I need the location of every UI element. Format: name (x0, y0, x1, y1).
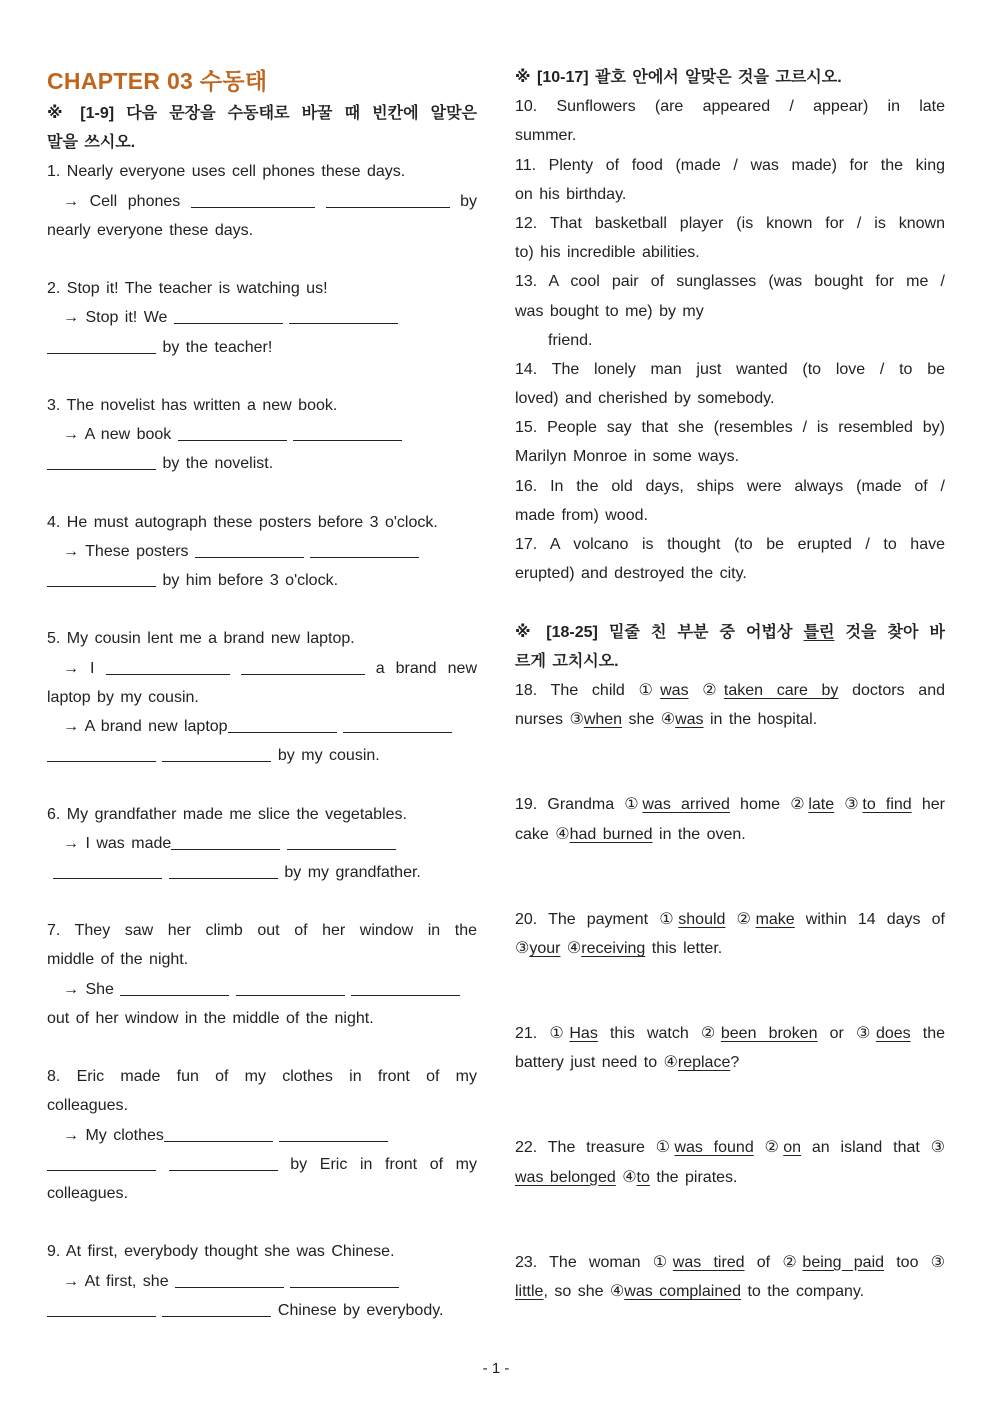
question-line (515, 297, 945, 326)
text-segment: doctors and (838, 681, 945, 699)
answer-blank (241, 673, 365, 675)
text-segment: nurses ③ (515, 711, 584, 729)
text-segment: this letter. (645, 939, 723, 957)
text-segment: 10. Sunflowers (are appeared / appear) in late (515, 98, 945, 116)
text-segment: 9. At first, everybody thought she was Chinese. (47, 1243, 395, 1261)
underlined-phrase: 틀린 (803, 623, 835, 641)
question-item (47, 508, 477, 596)
text-segment: by the novelist. (156, 455, 274, 473)
question-line (515, 790, 945, 819)
question-item (47, 800, 477, 888)
answer-blank (164, 1140, 273, 1142)
underlined-phrase: Has (569, 1025, 598, 1043)
spacer (47, 478, 477, 507)
answer-blank (53, 877, 162, 879)
spacer (47, 1208, 477, 1237)
text-segment: → My clothes (63, 1126, 164, 1144)
question-line (515, 267, 945, 296)
text-segment: laptop by my cousin. (47, 688, 199, 706)
answer-blank (287, 848, 396, 850)
text-segment: 말을 쓰시오. (47, 134, 136, 152)
text-segment: ※ [18-25] 밑줄 친 부분 중 어법상 (515, 623, 804, 641)
page-number: - 1 - (482, 1360, 510, 1377)
underlined-phrase: late (808, 796, 835, 814)
text-segment: 르게 고치시오. (515, 652, 619, 670)
answer-blank (47, 352, 156, 354)
text-segment: 23. The woman ① (515, 1253, 673, 1271)
text-segment: 13. A cool pair of sunglasses (was bought for me / (515, 273, 945, 291)
text-segment: colleagues. (47, 1097, 128, 1115)
question-item (515, 676, 945, 734)
spacer (47, 595, 477, 624)
underlined-phrase: was arrived (642, 796, 730, 814)
question-item (47, 157, 477, 245)
text-segment: 17. A volcano is thought (to be erupted / to have (515, 536, 945, 553)
text-segment: 것을 찾아 바 (834, 623, 945, 641)
spacer (47, 887, 477, 916)
question-item (515, 267, 945, 355)
text-segment (156, 1156, 169, 1173)
text-segment: 20. The payment ① (515, 910, 679, 928)
underlined-phrase: when (583, 711, 623, 729)
text-segment: ? (730, 1054, 740, 1072)
text-segment: 18. The child ① (515, 681, 661, 699)
question-line (47, 858, 477, 887)
text-segment: was bought to me) by my (515, 302, 704, 320)
section-instruction (47, 128, 477, 157)
underlined-phrase: was belonged (515, 1168, 616, 1186)
answer-blank (228, 731, 337, 733)
question-line (515, 676, 945, 705)
question-item (47, 1237, 477, 1325)
question-line (515, 151, 945, 180)
text-segment: home ② (729, 796, 809, 814)
underlined-phrase: should (678, 910, 726, 928)
underlined-phrase: does (875, 1025, 911, 1043)
spacer (515, 1077, 945, 1133)
question-line (515, 820, 945, 849)
question-line (47, 800, 477, 829)
underlined-phrase: was complained (624, 1283, 742, 1300)
answer-blank (47, 760, 156, 762)
text-segment: of ② (744, 1253, 803, 1271)
spacer (47, 1033, 477, 1062)
question-item (515, 1133, 945, 1191)
question-line (47, 1296, 477, 1325)
text-segment: ② (753, 1139, 784, 1157)
text-segment: middle of the night. (47, 951, 189, 969)
text-segment: made from) wood. (515, 506, 648, 524)
text-segment: by the teacher! (156, 338, 273, 356)
text-segment: too ③ (884, 1253, 946, 1271)
text-segment: by Eric in front of my (277, 1155, 478, 1173)
text-segment: → At first, she (63, 1272, 176, 1290)
question-line (515, 1019, 945, 1048)
question-item (515, 151, 945, 209)
question-line (515, 355, 945, 384)
text-segment: , so she ④ (543, 1283, 625, 1300)
question-line (47, 508, 477, 537)
question-line (47, 916, 477, 945)
text-segment: in the hospital. (703, 711, 818, 729)
text-segment: 5. My cousin lent me a brand new laptop. (47, 630, 355, 648)
question-line (47, 537, 477, 566)
question-line (515, 92, 945, 121)
answer-blank (326, 206, 450, 208)
question-item (515, 355, 945, 413)
spacer (515, 849, 945, 905)
text-segment: the pirates. (649, 1168, 738, 1186)
spacer (47, 245, 477, 274)
text-segment: to the company. (741, 1283, 865, 1300)
question-line (515, 1048, 945, 1077)
answer-blank (106, 673, 230, 675)
question-line (515, 209, 945, 238)
underlined-phrase: replace (677, 1054, 731, 1072)
answer-blank (47, 1315, 156, 1317)
question-line (515, 934, 945, 963)
question-line (47, 449, 477, 478)
answer-blank (169, 1169, 278, 1171)
spacer (515, 588, 945, 617)
question-line (47, 274, 477, 303)
question-line (47, 333, 477, 362)
text-segment: erupted) and destroyed the city. (515, 565, 747, 583)
text-segment: in the oven. (652, 825, 746, 843)
text-segment: 6. My grandfather made me slice the vegetables. (47, 805, 407, 823)
text-segment: a brand new (364, 659, 477, 677)
question-line (515, 121, 945, 150)
question-line (515, 1277, 945, 1306)
text-segment: the (910, 1025, 946, 1043)
underlined-phrase: being paid (802, 1253, 885, 1271)
answer-blank (175, 1286, 284, 1288)
underlined-phrase: to find (862, 796, 912, 814)
question-line (47, 1004, 477, 1033)
text-segment: loved) and cherished by somebody. (515, 390, 775, 408)
spacer (47, 770, 477, 799)
question-item (515, 1248, 945, 1306)
question-line (515, 905, 945, 934)
question-item (47, 1062, 477, 1208)
text-segment: ② (725, 910, 756, 928)
text-segment: ③ (834, 796, 863, 814)
question-line (515, 472, 945, 501)
text-segment: ④ (615, 1168, 637, 1186)
answer-blank (343, 731, 452, 733)
question-line (47, 624, 477, 653)
question-line (47, 157, 477, 186)
answer-blank (120, 994, 229, 996)
question-line (515, 501, 945, 530)
answer-blank (289, 322, 398, 324)
answer-blank (171, 848, 280, 850)
text-segment: 1. Nearly everyone uses cell phones these days. (47, 163, 406, 181)
text-segment: 16. In the old days, ships were always (made of / (515, 477, 945, 495)
text-segment: 2. Stop it! The teacher is watching us! (47, 280, 328, 298)
text-segment: this watch ② (597, 1025, 721, 1043)
answer-blank (191, 206, 315, 208)
underlined-phrase: was tired (672, 1253, 745, 1271)
question-line (47, 683, 477, 712)
question-item (47, 391, 477, 479)
question-line (47, 829, 477, 858)
spacer (47, 362, 477, 391)
text-segment: battery just need to ④ (515, 1054, 678, 1072)
question-line (515, 530, 945, 559)
section-instruction (515, 618, 945, 647)
question-line (47, 1150, 477, 1179)
question-item (47, 624, 477, 770)
question-item (515, 530, 945, 588)
underlined-phrase: on (783, 1139, 802, 1157)
text-segment: Marilyn Monroe in some ways. (515, 448, 740, 466)
question-line (47, 303, 477, 332)
section-instruction (515, 63, 945, 92)
answer-blank (351, 994, 460, 996)
text-segment: ② (688, 681, 724, 699)
text-segment: within 14 days of (794, 910, 945, 928)
text-segment: 22. The treasure ① (515, 1139, 675, 1157)
question-item (47, 274, 477, 362)
spacer (515, 963, 945, 1019)
question-line (47, 1121, 477, 1150)
text-segment: → A new book (63, 426, 178, 444)
text-segment: her (911, 796, 945, 814)
text-segment: ※ [1-9] 다음 문장을 수동태로 바꿀 때 빈칸에 알맞은 (47, 105, 477, 122)
spacer (515, 734, 945, 790)
question-line (515, 384, 945, 413)
underlined-phrase: make (755, 910, 795, 928)
text-segment: by him before 3 o'clock. (156, 572, 339, 589)
question-line (47, 654, 477, 683)
text-segment: 21. ① (515, 1025, 570, 1043)
question-line (515, 1248, 945, 1277)
text-segment: by my cousin. (271, 747, 380, 765)
text-segment: → These posters (63, 542, 195, 560)
text-segment: 4. He must autograph these posters before 3 o'clock. (47, 513, 438, 531)
question-item (515, 790, 945, 848)
spacer (515, 1192, 945, 1248)
underlined-phrase: been broken (720, 1025, 818, 1043)
text-segment: ④ (560, 939, 582, 957)
answer-blank (293, 439, 402, 441)
question-line (47, 420, 477, 449)
question-line (47, 1237, 477, 1266)
answer-blank (310, 556, 419, 558)
question-line (47, 391, 477, 420)
answer-blank (169, 877, 278, 879)
text-segment: on his birthday. (515, 185, 627, 203)
text-segment: Chinese by everybody. (271, 1301, 444, 1319)
text-segment (230, 660, 241, 677)
section-instruction (47, 99, 477, 128)
text-segment: → Stop it! We (63, 309, 174, 327)
question-line (515, 1133, 945, 1162)
question-line (47, 975, 477, 1004)
text-segment: summer. (515, 127, 577, 145)
question-line (515, 442, 945, 471)
question-item (515, 209, 945, 267)
text-segment (315, 193, 326, 210)
answer-blank (236, 994, 345, 996)
question-line (47, 566, 477, 595)
text-segment: or ③ (817, 1025, 876, 1043)
underlined-phrase: little (515, 1283, 544, 1300)
text-segment: 15. People say that she (resembles / is resembled by) (515, 419, 945, 437)
text-segment: ※ [10-17] 괄호 안에서 알맞은 것을 고르시오. (515, 69, 842, 86)
text-segment: → Cell phones (63, 192, 191, 210)
underlined-phrase: your (529, 939, 561, 957)
question-line (515, 180, 945, 209)
text-segment: 14. The lonely man just wanted (to love / to be (515, 360, 945, 378)
underlined-phrase: to (636, 1168, 650, 1186)
text-segment: friend. (548, 331, 593, 349)
answer-blank (279, 1140, 388, 1142)
underlined-phrase: receiving (581, 939, 646, 957)
text-segment: an island that ③ (801, 1139, 945, 1157)
text-segment: she ④ (622, 711, 676, 729)
question-line (47, 945, 477, 974)
underlined-phrase: was (675, 711, 704, 729)
text-segment: 8. Eric made fun of my clothes in front of my (47, 1068, 477, 1086)
right-column (515, 63, 945, 1306)
question-line (47, 1179, 477, 1208)
answer-blank (174, 322, 283, 324)
question-line (515, 413, 945, 442)
answer-blank (195, 556, 304, 558)
text-segment: cake ④ (515, 825, 570, 843)
answer-blank (178, 439, 287, 441)
answer-blank (162, 1315, 271, 1317)
question-line (47, 1091, 477, 1120)
text-segment: nearly everyone these days. (47, 221, 254, 239)
text-segment: out of her window in the middle of the night. (47, 1009, 374, 1027)
question-line (47, 187, 477, 216)
question-line (47, 712, 477, 741)
text-segment: by (449, 192, 478, 210)
answer-blank (162, 760, 271, 762)
text-segment: 7. They saw her climb out of her window in the (47, 922, 477, 940)
question-line (515, 238, 945, 267)
underlined-phrase: was found (674, 1139, 754, 1157)
question-item (47, 916, 477, 1033)
question-line (47, 741, 477, 770)
answer-blank (290, 1286, 399, 1288)
underlined-phrase: had burned (569, 825, 653, 843)
text-segment: 11. Plenty of food (made / was made) for the king (515, 156, 945, 174)
question-line (515, 705, 945, 734)
answer-blank (47, 1169, 156, 1171)
underlined-phrase: taken care by (723, 681, 839, 699)
underlined-phrase: was (660, 681, 689, 699)
question-item (515, 413, 945, 471)
text-segment: to) his incredible abilities. (515, 244, 700, 262)
answer-blank (47, 585, 156, 587)
text-segment: → She (63, 980, 121, 998)
question-line (515, 559, 945, 588)
chapter-title: CHAPTER 03 수동태 (47, 68, 268, 94)
section-instruction (515, 647, 945, 676)
question-item (515, 905, 945, 963)
answer-blank (47, 468, 156, 470)
question-line (515, 326, 945, 355)
question-line (47, 1267, 477, 1296)
text-segment: → I (63, 659, 106, 677)
text-segment: → I was made (63, 834, 172, 852)
question-line (47, 216, 477, 245)
text-segment: by my grandfather. (277, 863, 421, 881)
text-segment: → A brand new laptop (63, 717, 228, 735)
text-segment: ③ (515, 939, 530, 957)
question-item (515, 1019, 945, 1077)
question-line (47, 1062, 477, 1091)
text-segment: 3. The novelist has written a new book. (47, 396, 338, 414)
question-item (515, 92, 945, 150)
text-segment: 19. Grandma ① (515, 796, 643, 814)
text-segment: 12. That basketball player (is known for / is known (515, 214, 945, 232)
left-column (47, 63, 477, 1325)
text-segment: colleagues. (47, 1184, 128, 1202)
question-line (515, 1163, 945, 1192)
question-item (515, 472, 945, 530)
